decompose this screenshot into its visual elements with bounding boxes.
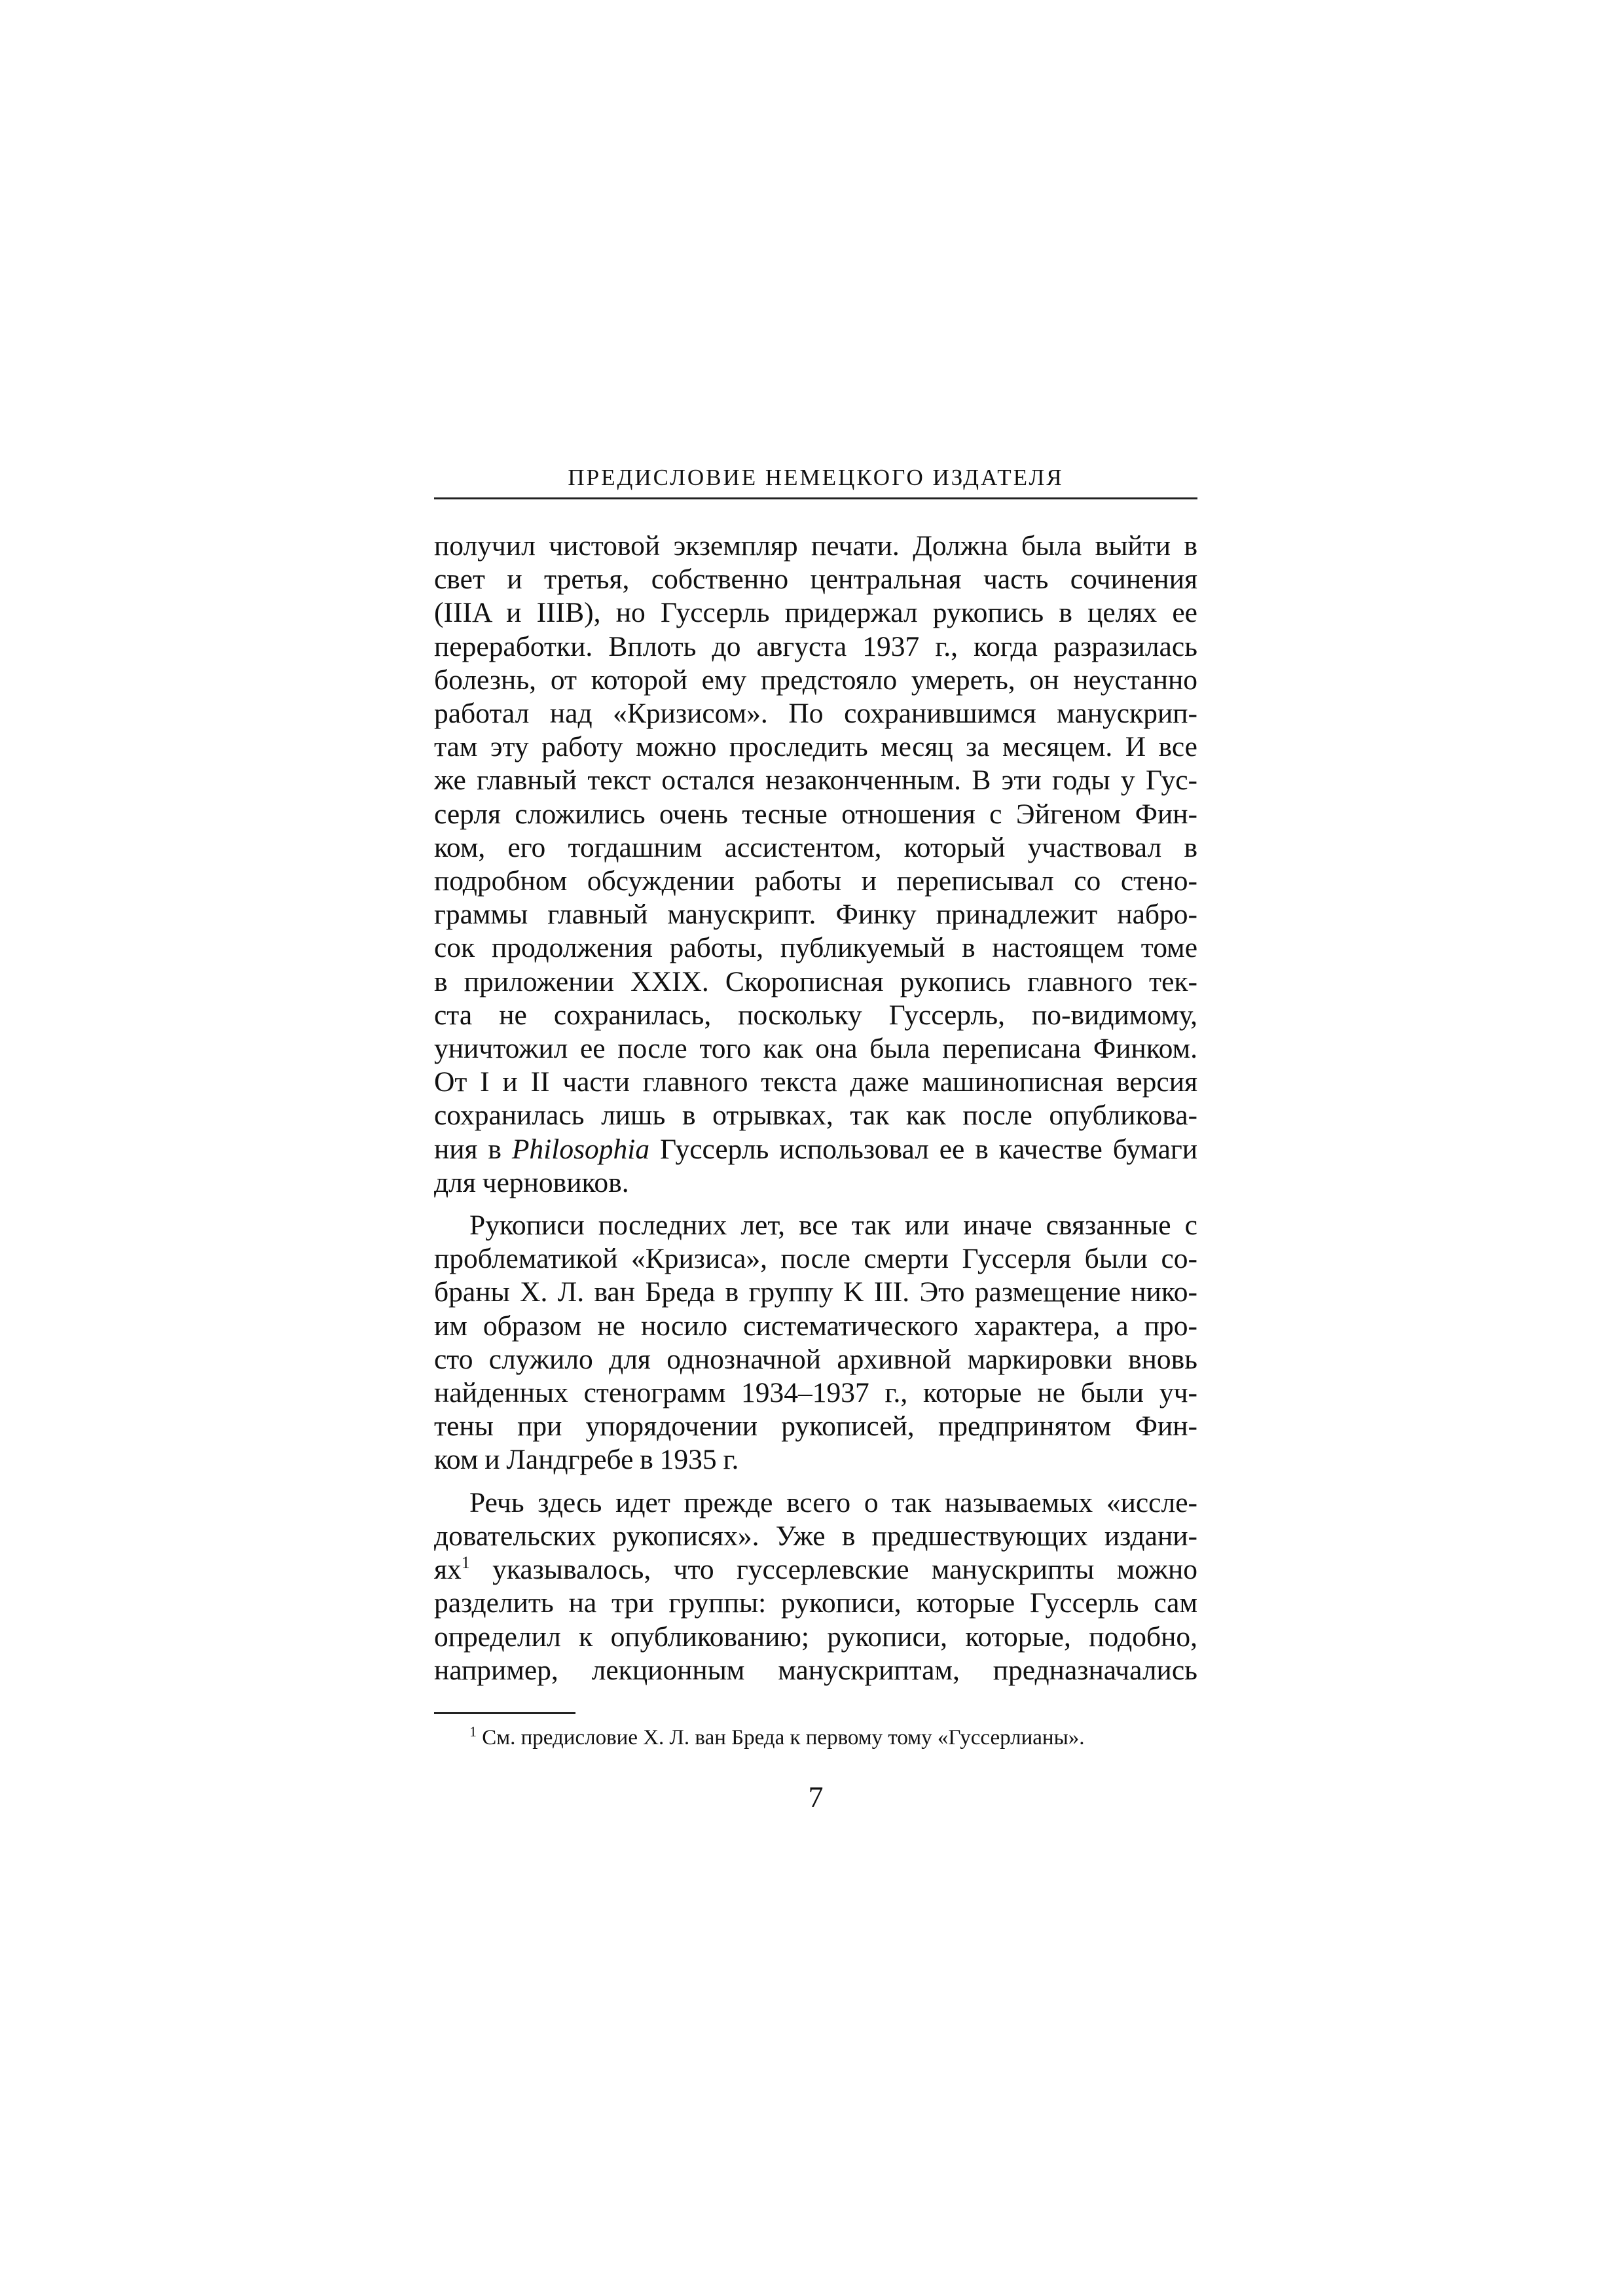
text-fragment: указывалось, что гуссерлевские манускрипты можно (469, 1554, 1197, 1586)
text-line: довательских рукописях». Уже в предшествующих издани- (434, 1520, 1197, 1552)
text-line (434, 1133, 1197, 1166)
text-line: определил к опубликованию; рукописи, которые, подобно, (434, 1621, 1197, 1653)
text-line: Речь здесь идет прежде всего о так называемых «иссле- (469, 1486, 1197, 1518)
text-line (434, 1553, 1197, 1587)
italic-title: Philosophia (511, 1133, 650, 1165)
text-line: например, лекционным манускриптам, предназначались (434, 1654, 1197, 1686)
paragraph-1 (434, 529, 1197, 1200)
body-text (434, 529, 1197, 1687)
text-line: для черновиков. (434, 1166, 629, 1198)
footnote-text: См. предисловие Х. Л. ван Бреда к первому тому «Гуссерлианы». (482, 1725, 1085, 1749)
footnote (434, 1723, 1197, 1752)
text-line: ста не сохранилась, поскольку Гуссерль, по-видимому, (434, 999, 1197, 1031)
text-line: болезнь, от которой ему предстояло умереть, он неустанно (434, 664, 1197, 696)
paragraph-2 (434, 1209, 1197, 1477)
text-line: в приложении XXIX. Скорописная рукопись главного тек- (434, 965, 1197, 997)
text-line: От I и II части главного текста даже машинописная версия (434, 1066, 1197, 1098)
book-page (434, 458, 1197, 1814)
page-number: 7 (808, 1780, 824, 1814)
text-line: работал над «Кризисом». По сохранившимся манускрип- (434, 698, 1197, 730)
text-line: проблематикой «Кризиса», после смерти Гуссерля были со- (434, 1243, 1197, 1275)
text-line: ком и Ландгребе в 1935 г. (434, 1444, 739, 1476)
footnote-divider (434, 1712, 575, 1714)
paragraph-3 (434, 1486, 1197, 1687)
text-line: (IIIA и IIIB), но Гуссерль придержал рукопись в целях ее (434, 597, 1197, 629)
text-line: же главный текст остался незаконченным. В эти годы у Гус- (434, 764, 1197, 797)
text-line: свет и третья, собственно центральная часть сочинения (434, 564, 1197, 596)
text-line: найденных стенограмм 1934–1937 г., которые не были уч- (434, 1377, 1197, 1409)
text-line: серля сложились очень тесные отношения с Эйгеном Фин- (434, 798, 1197, 830)
text-line: им образом не носило систематического характера, а про- (434, 1310, 1197, 1342)
text-line: тены при упорядочении рукописей, предпринятом Фин- (434, 1410, 1197, 1443)
text-line: сок продолжения работы, публикуемый в настоящем томе (434, 932, 1197, 964)
text-line: уничтожил ее после того как она была переписана Финком. (434, 1033, 1197, 1065)
text-line: Рукописи последних лет, все так или иначе связанные с (469, 1210, 1197, 1242)
running-head: ПРЕДИСЛОВИЕ НЕМЕЦКОГО ИЗДАТЕЛЯ (434, 458, 1197, 499)
text-fragment: ях (434, 1554, 462, 1586)
footnote-mark: 1 (469, 1723, 477, 1740)
text-line: разделить на три группы: рукописи, которые Гуссерль сам (434, 1587, 1197, 1619)
text-fragment: Гуссерль использовал ее в качестве бумаги (649, 1133, 1198, 1165)
text-line: граммы главный манускрипт. Финку принадлежит набро- (434, 899, 1197, 931)
text-line: там эту работу можно проследить месяц за месяцем. И все (434, 731, 1197, 763)
footnote-reference[interactable]: 1 (461, 1553, 470, 1573)
text-line: получил чистовой экземпляр печати. Должна была выйти в (434, 530, 1197, 562)
text-line: сто служило для однозначной архивной маркировки вновь (434, 1343, 1197, 1375)
text-line: подробном обсуждении работы и переписывал со стено- (434, 865, 1197, 897)
text-line: ком, его тогдашним ассистентом, который участвовал в (434, 831, 1197, 863)
text-line: сохранилась лишь в отрывках, так как после опубликова- (434, 1100, 1197, 1132)
text-line: браны Х. Л. ван Бреда в группу K III. Это размещение нико- (434, 1276, 1197, 1308)
text-fragment: ния в (434, 1133, 512, 1165)
text-line: переработки. Вплоть до августа 1937 г., когда разразилась (434, 630, 1197, 662)
